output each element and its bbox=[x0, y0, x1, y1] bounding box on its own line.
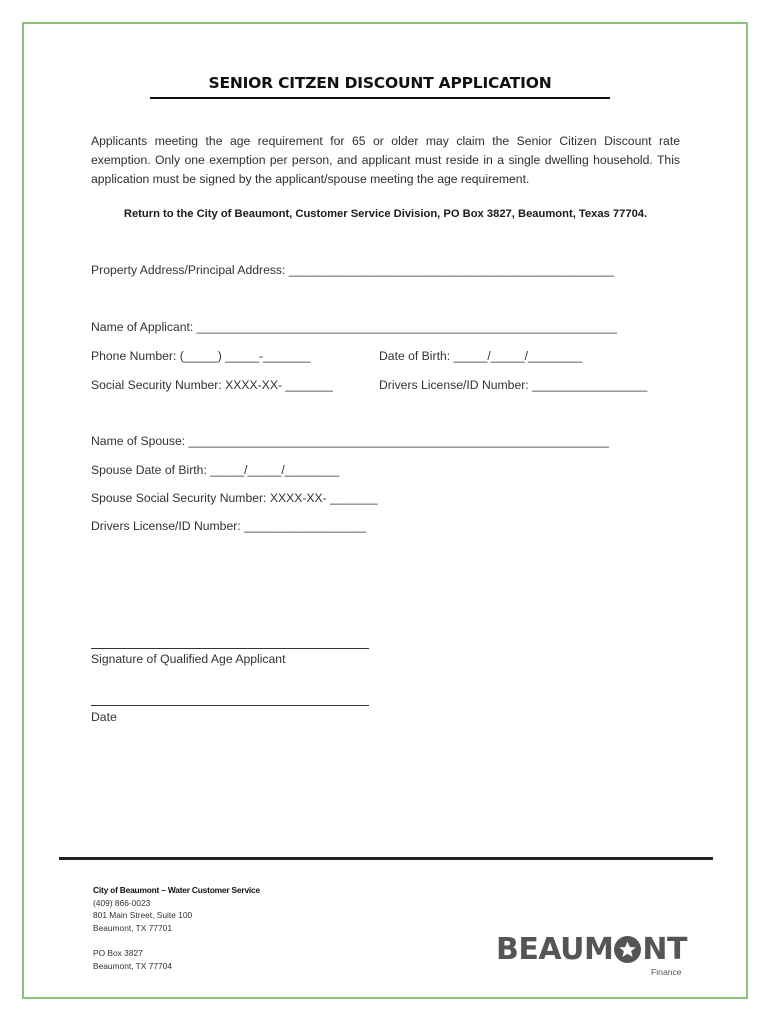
logo-subtitle: Finance bbox=[651, 967, 682, 977]
beaumont-logo bbox=[496, 932, 687, 966]
footer-address-block bbox=[93, 884, 260, 934]
footer-po-box: PO Box 3827 bbox=[93, 948, 143, 958]
ssn-field[interactable]: Social Security Number: XXXX-XX- _______ bbox=[91, 378, 333, 392]
logo-text-right: NT bbox=[642, 931, 687, 967]
applicant-signature-line[interactable] bbox=[91, 648, 369, 649]
date-label: Date bbox=[91, 710, 117, 724]
title-underline bbox=[150, 97, 610, 99]
footer-org-name: City of Beaumont – Water Customer Service bbox=[93, 885, 260, 895]
spouse-dob-field[interactable]: Spouse Date of Birth: _____/_____/________ bbox=[91, 463, 340, 477]
spouse-drivers-license-field[interactable]: Drivers License/ID Number: __________________ bbox=[91, 519, 367, 533]
logo-text-left: BEAUM bbox=[496, 931, 614, 967]
date-of-birth-field[interactable]: Date of Birth: _____/_____/________ bbox=[379, 349, 583, 363]
date-signature-line[interactable] bbox=[91, 705, 369, 706]
return-address-notice: Return to the City of Beaumont, Customer Service Division, PO Box 3827, Beaumont, Texas 77704. bbox=[123, 208, 648, 220]
applicant-name-field[interactable]: Name of Applicant: ______________________________________________________________ bbox=[91, 320, 617, 334]
footer-divider bbox=[59, 857, 713, 860]
phone-number-field[interactable]: Phone Number: (_____) _____-_______ bbox=[91, 349, 311, 363]
spouse-name-field[interactable]: Name of Spouse: ______________________________________________________________ bbox=[91, 434, 609, 448]
drivers-license-field[interactable]: Drivers License/ID Number: _________________ bbox=[379, 378, 648, 392]
applicant-signature-label: Signature of Qualified Age Applicant bbox=[91, 652, 286, 666]
intro-paragraph: Applicants meeting the age requirement for 65 or older may claim the Senior Citizen Discount rate exemption. Only one exemption per person, and applicant must reside in a single dwelling household. This application must be signed by the applicant/spouse meeting the age requirement. bbox=[91, 134, 680, 186]
form-title: SENIOR CITZEN DISCOUNT APPLICATION bbox=[208, 74, 552, 92]
footer-po-city: Beaumont, TX 77704 bbox=[93, 960, 172, 971]
property-address-field[interactable]: Property Address/Principal Address: ________________________________________________ bbox=[91, 263, 615, 277]
spouse-ssn-field[interactable]: Spouse Social Security Number: XXXX-XX- _______ bbox=[91, 491, 378, 505]
footer-po-block bbox=[93, 947, 172, 972]
star-icon bbox=[614, 936, 641, 963]
footer-city: Beaumont, TX 77701 bbox=[93, 922, 172, 933]
footer-phone: (409) 866-0023 bbox=[93, 897, 151, 908]
footer-street: 801 Main Street, Suite 100 bbox=[93, 910, 193, 921]
